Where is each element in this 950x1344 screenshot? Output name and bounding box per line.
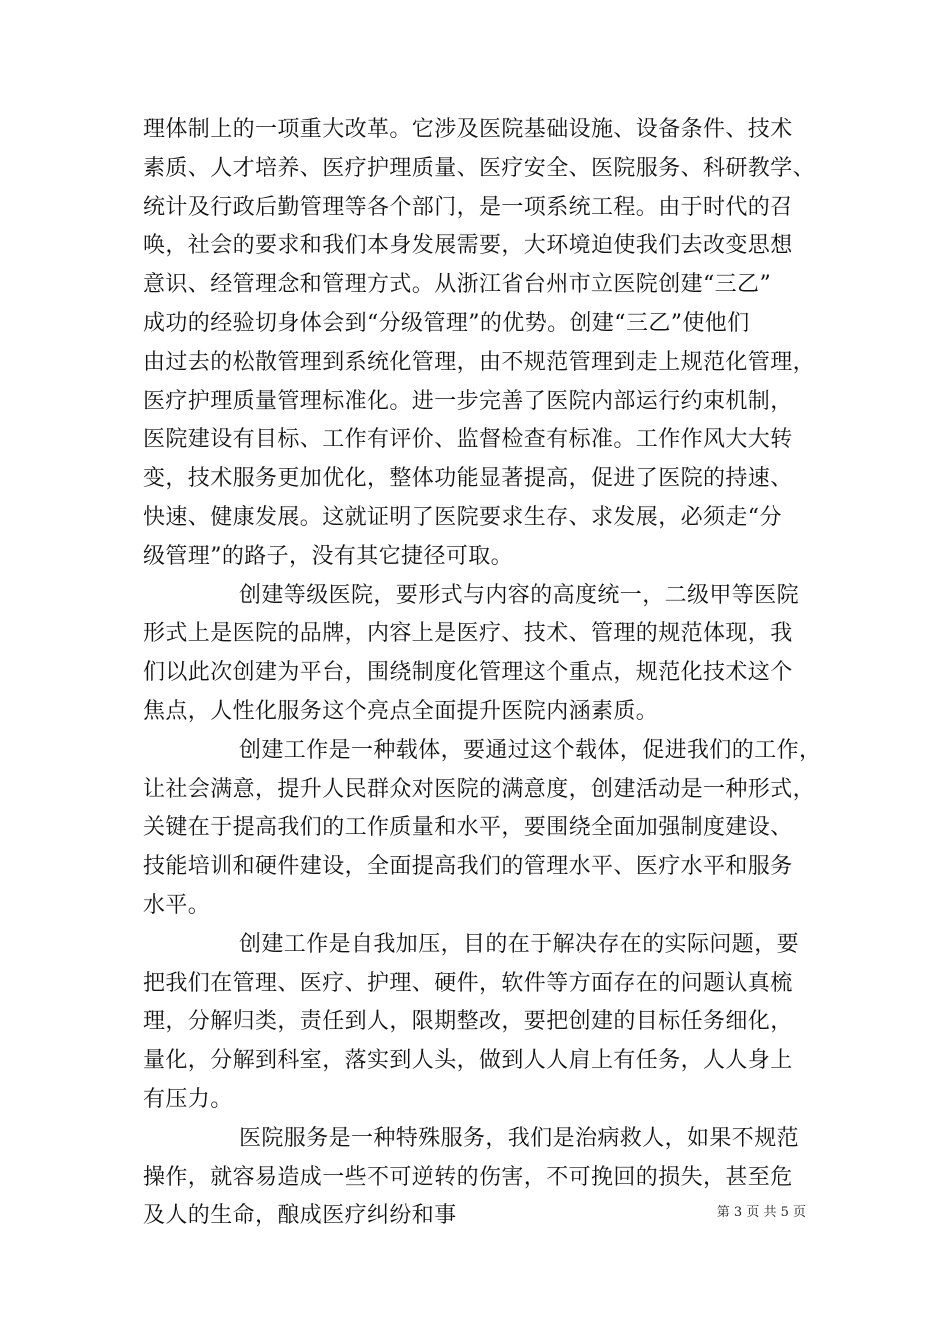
text-line: 理，分解归类，责任到人，限期整改，要把创建的目标任务细化， — [143, 1009, 793, 1035]
text-line: 有压力。 — [143, 1086, 233, 1112]
text-line: 操作，就容易造成一些不可逆转的伤害，不可挽回的损失，甚至危 — [143, 1164, 793, 1190]
text-line: 成功的经验切身体会到“分级管理”的优势。创建“三乙”使他们 — [143, 310, 750, 336]
text-line: 变，技术服务更加优化，整体功能显著提高，促进了医院的持速、 — [143, 466, 793, 492]
document-body — [143, 111, 823, 1236]
text-line: 们以此次创建为平台，围绕制度化管理这个重点，规范化技术这个 — [143, 660, 793, 686]
text-line: 量化，分解到科室，落实到人头，做到人人肩上有任务，人人身上 — [143, 1048, 793, 1074]
text-line: 焦点，人性化服务这个亮点全面提升医院内涵素质。 — [143, 698, 659, 724]
page-number-footer: 第 3 页 共 5 页 — [716, 1205, 806, 1220]
text-line: 形式上是医院的品牌，内容上是医疗、技术、管理的规范体现，我 — [143, 621, 793, 647]
text-line: 及人的生命，酿成医疗纠纷和事 — [143, 1203, 457, 1229]
text-line: 医院建设有目标、工作有评价、监督检查有标准。工作作风大大转 — [143, 427, 793, 453]
paragraph-first-line: 创建工作是一种载体，要通过这个载体，促进我们的工作， — [239, 737, 822, 763]
text-line: 技能培训和硬件建设，全面提高我们的管理水平、医疗水平和服务 — [143, 854, 793, 880]
text-line: 级管理”的路子，没有其它捷径可取。 — [143, 543, 514, 569]
text-line: 快速、健康发展。这就证明了医院要求生存、求发展，必须走“分 — [143, 504, 782, 530]
paragraph-first-line: 医院服务是一种特殊服务，我们是治病救人，如果不规范 — [239, 1125, 800, 1151]
text-line: 把我们在管理、医疗、护理、硬件，软件等方面存在的问题认真梳 — [143, 970, 793, 996]
text-line: 让社会满意，提升人民群众对医院的满意度，创建活动是一种形式， — [143, 776, 816, 802]
text-line: 意识、经管理念和管理方式。从浙江省台州市立医院创建“三乙” — [143, 272, 772, 298]
text-line: 唤，社会的要求和我们本身发展需要，大环境迫使我们去改变思想 — [143, 233, 793, 259]
text-line: 关键在于提高我们的工作质量和水平，要围绕全面加强制度建设、 — [143, 815, 793, 841]
text-line: 统计及行政后勤管理等各个部门，是一项系统工程。由于时代的召 — [143, 194, 793, 220]
text-line: 水平。 — [143, 892, 211, 918]
text-line: 医疗护理质量管理标准化。进一步完善了医院内部运行约束机制， — [143, 388, 793, 414]
paragraph-first-line: 创建工作是自我加压，目的在于解决存在的实际问题，要 — [239, 931, 800, 957]
text-line: 由过去的松散管理到系统化管理，由不规范管理到走上规范化管理， — [143, 349, 816, 375]
paragraph-first-line: 创建等级医院，要形式与内容的高度统一，二级甲等医院 — [239, 582, 800, 608]
text-line: 素质、人才培养、医疗护理质量、医疗安全、医院服务、科研教学、 — [143, 155, 816, 181]
text-line: 理体制上的一项重大改革。它涉及医院基础设施、设备条件、技术 — [143, 117, 793, 142]
